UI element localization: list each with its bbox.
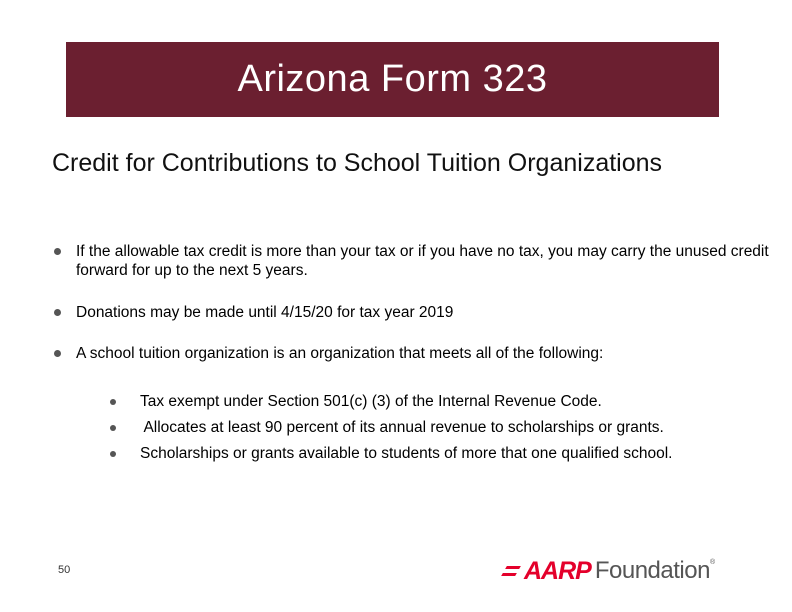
logo-word: Foundation	[594, 557, 710, 584]
list-item	[54, 344, 774, 363]
bullet-icon	[110, 399, 116, 405]
logo-brand: AARP	[524, 556, 591, 585]
bullet-list	[54, 242, 774, 363]
aarp-foundation-logo	[500, 557, 715, 585]
bullet-icon	[54, 309, 61, 316]
page-title: Arizona Form 323	[237, 58, 548, 100]
bullet-text: A school tuition organization is an organization that meets all of the following:	[76, 345, 604, 362]
list-item	[110, 418, 770, 437]
aarp-logo-icon	[500, 561, 528, 581]
sub-bullet-text: Scholarships or grants available to students of more that one qualified school.	[140, 445, 673, 462]
bullet-text: If the allowable tax credit is more than your tax or if you have no tax, you may carry the unused credit forward for up to the next 5 years.	[76, 243, 769, 279]
bullet-text: Donations may be made until 4/15/20 for tax year 2019	[76, 304, 454, 321]
subtitle: Credit for Contributions to School Tuition Organizations	[52, 149, 663, 177]
bullet-icon	[54, 248, 61, 255]
title-banner	[66, 42, 719, 117]
list-item	[54, 242, 774, 280]
registered-mark: ®	[709, 559, 716, 566]
bullet-icon	[54, 350, 61, 357]
bullet-icon	[110, 425, 116, 431]
list-item	[110, 392, 770, 411]
sub-bullet-list	[110, 392, 770, 463]
sub-bullet-text: Tax exempt under Section 501(c) (3) of the Internal Revenue Code.	[140, 393, 602, 410]
list-item	[110, 444, 770, 463]
bullet-icon	[110, 451, 116, 457]
page-number: 50	[58, 564, 71, 576]
sub-bullet-text: Allocates at least 90 percent of its annual revenue to scholarships or grants.	[140, 419, 664, 436]
list-item	[54, 303, 774, 322]
